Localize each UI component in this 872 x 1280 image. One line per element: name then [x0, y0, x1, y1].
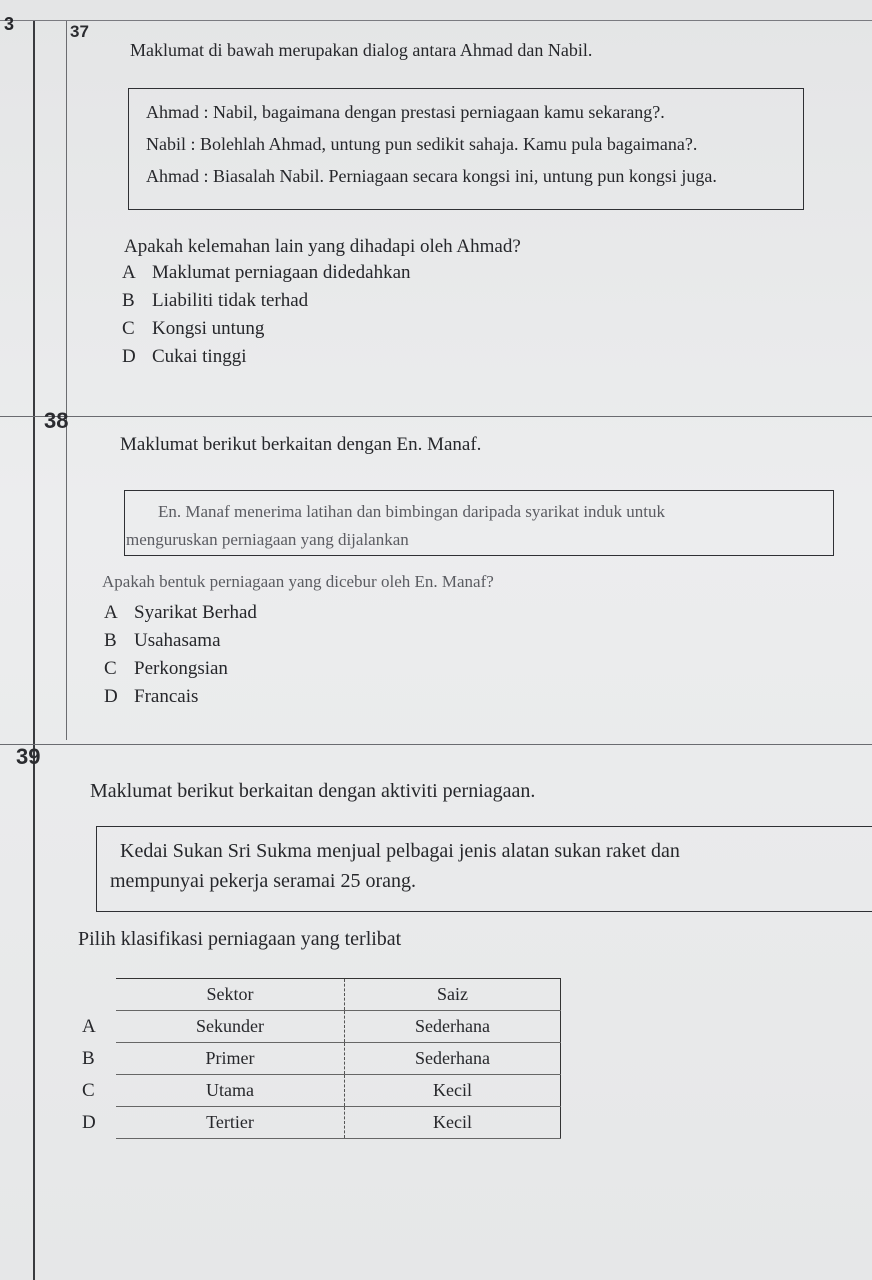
option-text: Maklumat perniagaan didedahkan: [152, 262, 411, 283]
row-saiz: Kecil: [345, 1107, 561, 1139]
question-37-prompt: Apakah kelemahan lain yang dihadapi oleh Ahmad?: [124, 236, 521, 257]
question-38-prompt: Apakah bentuk perniagaan yang dicebur oleh En. Manaf?: [102, 572, 494, 591]
table-row[interactable]: [82, 1075, 561, 1107]
option-letter: B: [104, 630, 117, 651]
header-saiz: Saiz: [345, 979, 561, 1011]
option-letter: D: [122, 346, 136, 367]
divider-37-38: [0, 416, 872, 417]
option-letter: D: [104, 686, 118, 707]
option-letter: C: [104, 658, 117, 679]
info-line-1: En. Manaf menerima latihan dan bimbingan daripada syarikat induk untuk: [158, 502, 666, 521]
question-39-info-box: [96, 826, 872, 912]
dialog-line-3: Ahmad : Biasalah Nabil. Perniagaan secara kongsi ini, untung pun kongsi juga.: [146, 166, 717, 186]
question-number-39: 39: [16, 744, 41, 769]
option-text: Francais: [134, 686, 199, 707]
row-saiz: Sederhana: [345, 1011, 561, 1043]
option-letter: C: [122, 318, 135, 339]
row-sektor: Primer: [116, 1043, 345, 1075]
row-saiz: Sederhana: [345, 1043, 561, 1075]
option-text: Kongsi untung: [152, 318, 265, 339]
question-37-option-d[interactable]: [122, 346, 246, 368]
option-text: Liabiliti tidak terhad: [152, 290, 309, 311]
question-37-option-c[interactable]: [122, 318, 264, 340]
question-38-option-a[interactable]: [104, 602, 257, 624]
question-38-option-d[interactable]: [104, 686, 198, 708]
option-text: Usahasama: [134, 630, 221, 651]
top-rule: [0, 20, 872, 21]
question-38-option-c[interactable]: [104, 658, 228, 680]
option-letter: B: [122, 290, 135, 311]
row-letter: D: [82, 1111, 96, 1133]
row-letter: A: [82, 1015, 96, 1037]
table-row[interactable]: [82, 1043, 561, 1075]
question-38-option-b[interactable]: [104, 630, 221, 652]
table-corner: [82, 979, 116, 1011]
classification-table: [82, 978, 561, 1139]
question-number-38: 38: [44, 408, 69, 433]
left-margin-line: [33, 20, 35, 1280]
row-sektor: Tertier: [116, 1107, 345, 1139]
option-text: Perkongsian: [134, 658, 228, 679]
option-letter: A: [104, 602, 118, 623]
question-37-option-b[interactable]: [122, 290, 308, 312]
option-text: Syarikat Berhad: [134, 602, 257, 623]
row-letter: B: [82, 1047, 95, 1069]
option-letter: A: [122, 262, 136, 283]
corner-mark: 3: [4, 14, 15, 34]
dialog-line-1: Ahmad : Nabil, bagaimana dengan prestasi perniagaan kamu sekarang?.: [146, 102, 665, 122]
info-line-2: menguruskan perniagaan yang dijalankan: [126, 530, 409, 549]
question-39-prompt: Pilih klasifikasi perniagaan yang terlibat: [78, 928, 402, 950]
option-text: Cukai tinggi: [152, 346, 247, 367]
question-39-stem: Maklumat berikut berkaitan dengan aktiviti perniagaan.: [90, 780, 536, 802]
table-row[interactable]: [82, 1011, 561, 1043]
header-sektor: Sektor: [116, 979, 345, 1011]
divider-38-39: [0, 744, 872, 745]
question-37-stem: Maklumat di bawah merupakan dialog antara Ahmad dan Nabil.: [130, 40, 593, 60]
row-saiz: Kecil: [345, 1075, 561, 1107]
question-number-37: 37: [70, 22, 89, 41]
question-38-stem: Maklumat berikut berkaitan dengan En. Manaf.: [120, 434, 482, 455]
inner-margin-line: [66, 20, 67, 740]
table-header-row: [82, 979, 561, 1011]
question-37-option-a[interactable]: [122, 262, 411, 284]
table-row[interactable]: [82, 1107, 561, 1139]
info-line-1: Kedai Sukan Sri Sukma menjual pelbagai jenis alatan sukan raket dan: [120, 840, 680, 862]
row-letter: C: [82, 1079, 95, 1101]
info-line-2: mempunyai pekerja seramai 25 orang.: [110, 870, 416, 892]
row-sektor: Sekunder: [116, 1011, 345, 1043]
row-sektor: Utama: [116, 1075, 345, 1107]
dialog-line-2: Nabil : Bolehlah Ahmad, untung pun sedikit sahaja. Kamu pula bagaimana?.: [146, 134, 698, 154]
